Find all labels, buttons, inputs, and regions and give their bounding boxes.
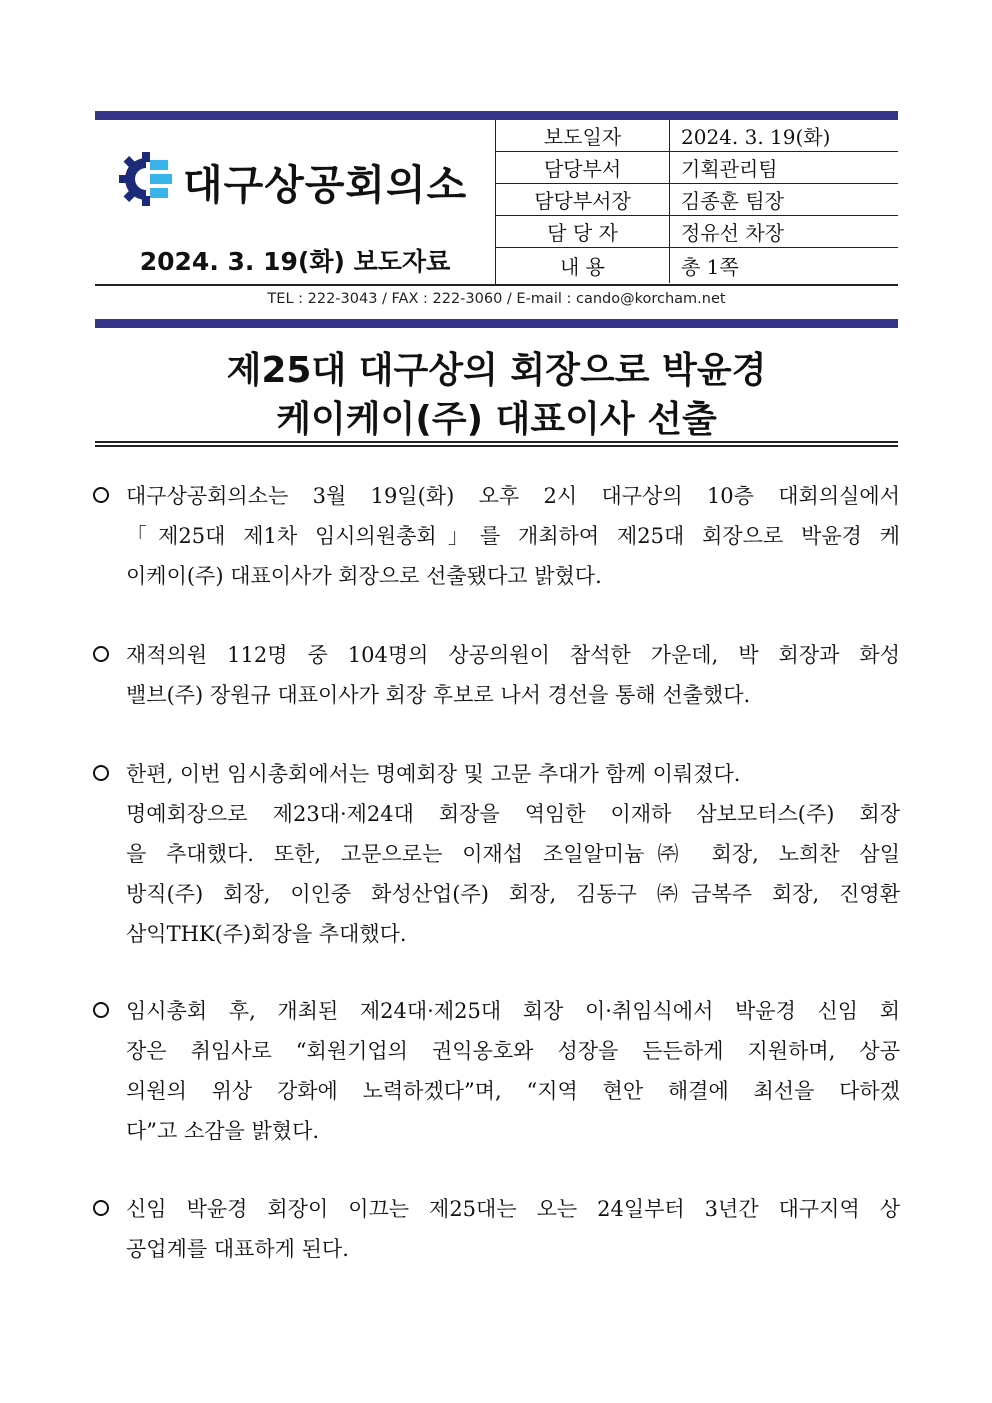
header-bottom-bar [95,319,898,328]
press-info-table [496,120,898,283]
info-label: 담당부서장 [496,184,670,216]
paragraph-line: 임시총회 후, 개최된 제24대·제25대 회장 이·취임식에서 박윤경 신임 회 [126,999,900,1023]
headline-line: 케이케이(주) 대표이사 선출 [276,399,717,440]
info-value: 김종훈 팀장 [670,184,899,216]
info-value: 기획관리팀 [670,152,899,184]
org-name: 대구상공회의소 [183,161,468,209]
info-row [496,120,898,152]
paragraph-line: 을 추대했다. 또한, 고문으로는 이재섭 조일알미늄㈜ 회장, 노희찬 삼일 [126,842,900,866]
info-row [496,184,898,216]
org-logo [117,150,477,210]
circle-bullet-icon [93,1002,109,1018]
info-label: 담당부서 [496,152,670,184]
paragraph-line: 방직(주) 회장, 이인중 화성산업(주) 회장, 김동구 ㈜금복주 회장, 진영환 [126,882,900,906]
body-paragraph [90,754,900,954]
header-top-bar [95,111,898,120]
body-paragraph [90,991,900,1151]
info-label: 보도일자 [496,120,670,152]
circle-bullet-icon [93,765,109,781]
paragraph-line: 대구상공회의소는 3월 19일(화) 오후 2시 대구상의 10층 대회의실에서 [126,484,900,508]
headline-line: 제25대 대구상의 회장으로 박윤경 [226,350,767,391]
press-header [95,120,898,285]
headline [95,346,898,444]
info-value: 정유선 차장 [670,216,899,248]
contact-info: TEL : 222-3043 / FAX : 222-3060 / E-mail : cando@korcham.net [267,291,726,307]
circle-bullet-icon [93,1200,109,1216]
paragraph-line: 삼익THK(주)회장을 추대했다. [126,922,407,946]
body-paragraph [90,635,900,715]
paragraph-line: 밸브(주) 장원규 대표이사가 회장 후보로 나서 경선을 통해 선출했다. [126,683,751,707]
paragraph-line: 명예회장으로 제23대·제24대 회장을 역임한 이재하 삼보모터스(주) 회장 [126,802,900,826]
info-value: 총 1쪽 [681,255,739,279]
headline-underline [95,441,898,443]
body-paragraph [90,1189,900,1269]
paragraph-line: 「제25대 제1차 임시의원총회」를 개최하여 제25대 회장으로 박윤경 케 [126,524,900,548]
circle-bullet-icon [93,646,109,662]
paragraph-line: 한편, 이번 임시총회에서는 명예회장 및 고문 추대가 함께 이뤄졌다. [126,762,741,786]
info-row [496,248,898,284]
info-row [496,216,898,248]
body-paragraph [90,476,900,596]
header-divider [95,284,898,286]
info-label: 내 용 [496,248,670,284]
paragraph-line: 공업계를 대표하게 된다. [126,1237,349,1261]
paragraph-line: 신임 박윤경 회장이 이끄는 제25대는 오는 24일부터 3년간 대구지역 상 [126,1197,900,1221]
paragraph-line: 의원의 위상 강화에 노력하겠다”며, “지역 현안 해결에 최선을 다하겠 [126,1079,900,1103]
circle-bullet-icon [93,487,109,503]
info-value: 2024. 3. 19(화) [670,120,899,152]
paragraph-line: 장은 취임사로 “회원기업의 권익옹호와 성장을 든든하게 지원하며, 상공 [126,1039,900,1063]
paragraph-line: 다”고 소감을 밝혔다. [126,1119,320,1143]
info-row [496,152,898,184]
logo-cell [95,120,496,285]
paragraph-line: 이케이(주) 대표이사가 회장으로 선출됐다고 밝혔다. [126,564,602,588]
paragraph-line: 재적의원 112명 중 104명의 상공의원이 참석한 가운데, 박 회장과 화성 [126,643,900,667]
gear-icon [117,150,175,208]
release-date-label: 2024. 3. 19(화) 보도자료 [139,247,451,276]
info-label: 담 당 자 [496,216,670,248]
headline-underline [95,445,898,447]
